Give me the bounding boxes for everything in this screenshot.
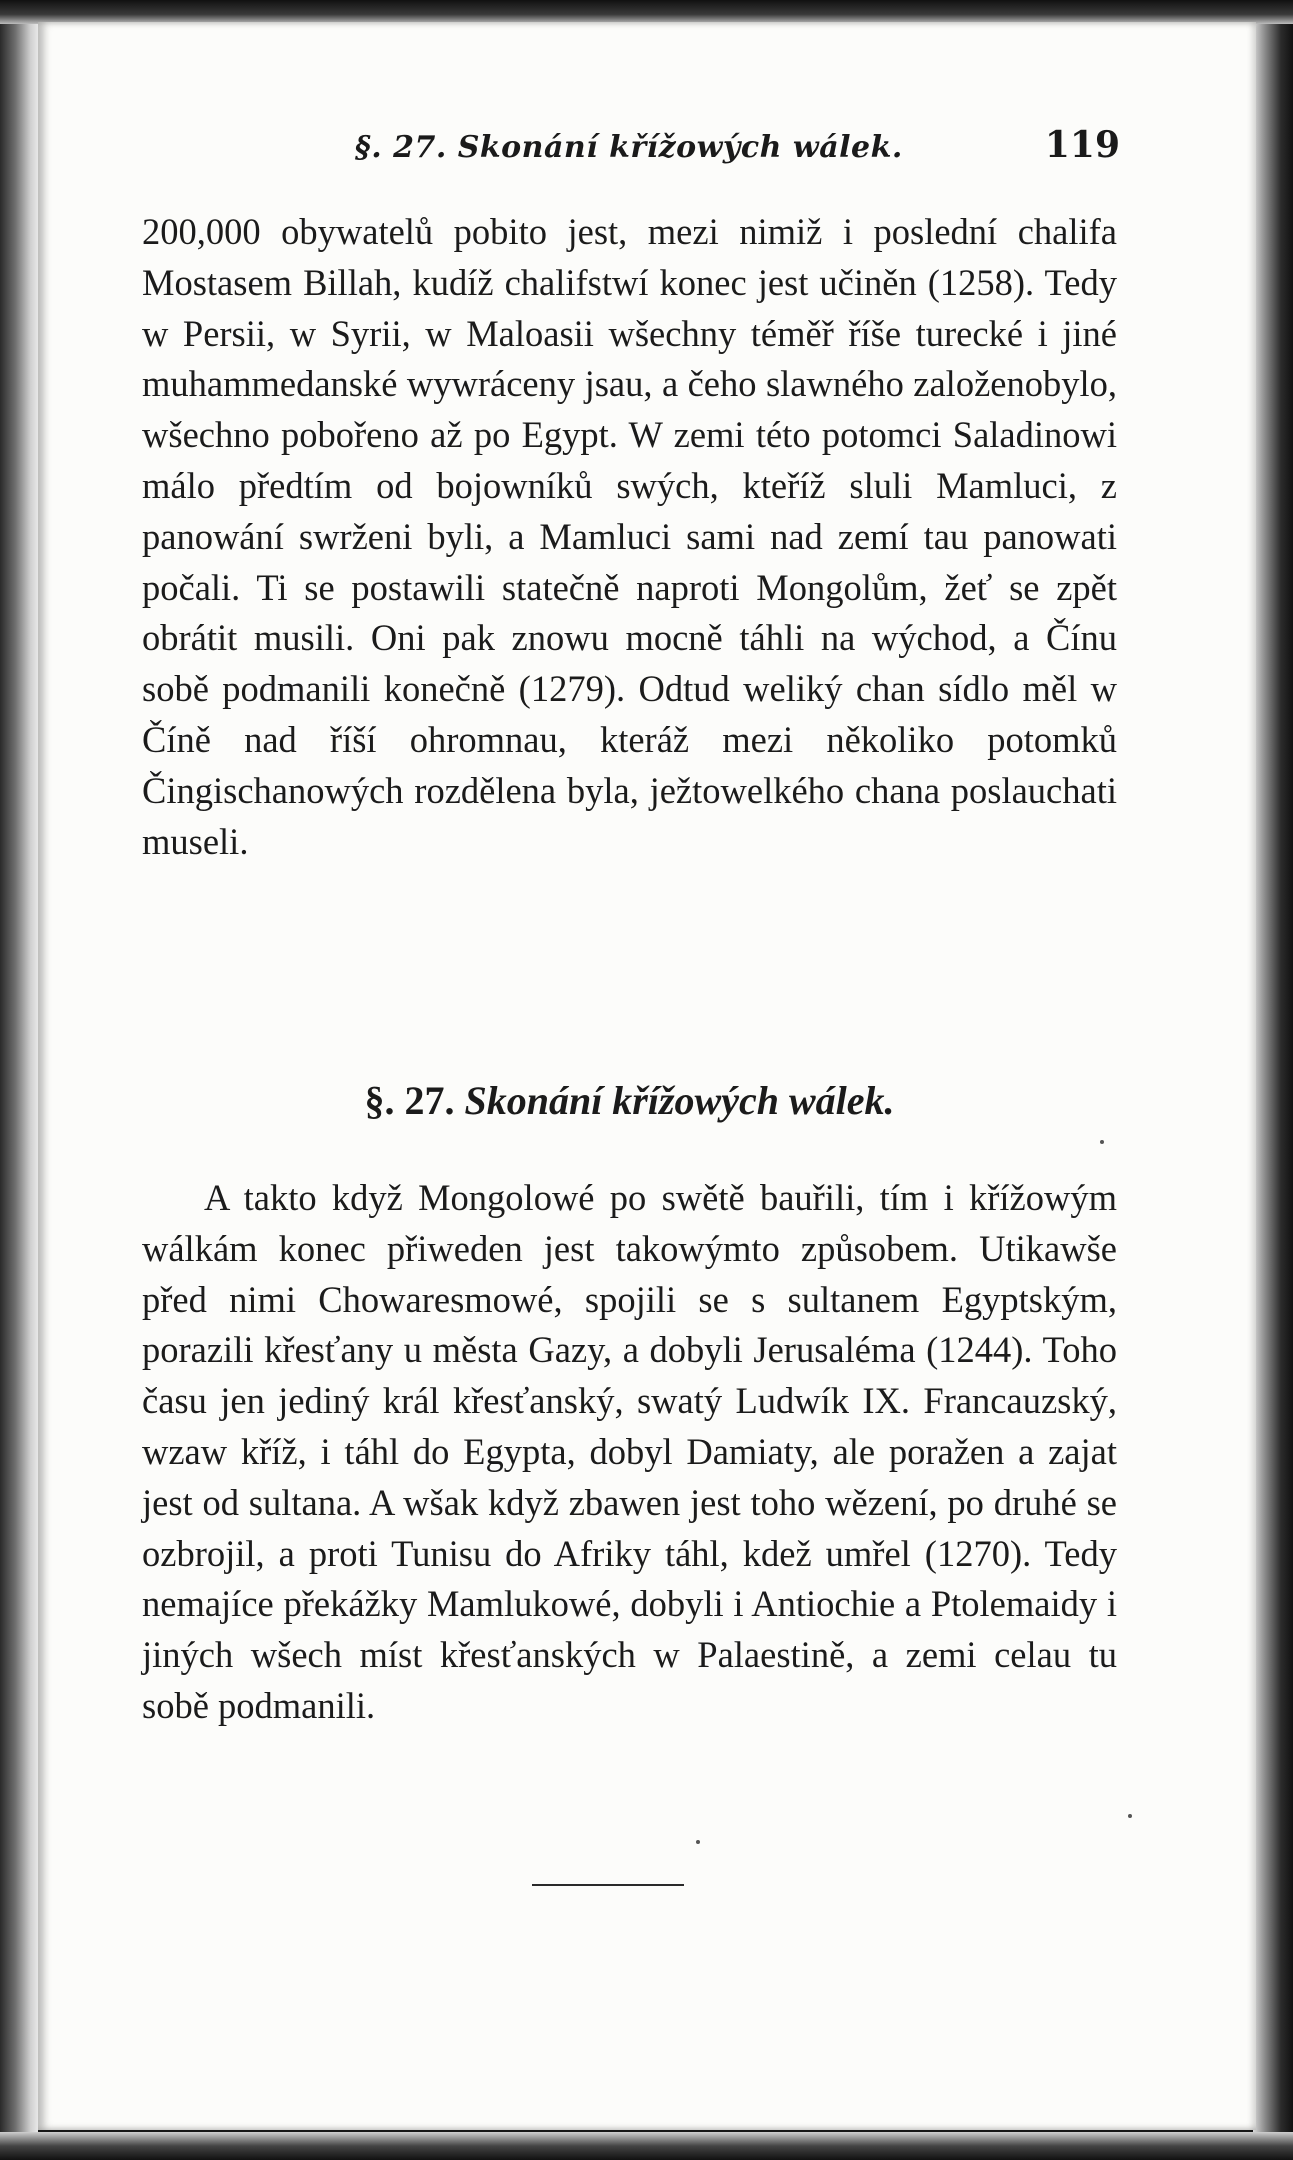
running-title: §. 27. Skonání křížowých wálek. (355, 130, 903, 165)
bottom-page-edge (0, 2132, 1293, 2160)
section-title: Skonání křížowých wálek. (464, 1078, 895, 1123)
section-number: §. 27. (364, 1078, 455, 1123)
page-number: 119 (1044, 124, 1120, 166)
ink-speck (1128, 1814, 1132, 1818)
ink-speck (696, 1840, 700, 1844)
paragraph-1: 200,000 obywatelů pobito jest, mezi nimiž i poslední chalifa Mostasem Billah, kudíž chalifstwí konec jest učiněn (1258). Tedy w Persii, w Syrii, w Maloasii wšechny téměř říše turecké i jiné muhammedanské wywráceny jsau, a čeho slawného založenobylo, wšechno pobořeno až po Egypt. W zemi této potomci Saladinowi málo předtím od bojowníků swých, kteříž sluli Mamluci, z panowání swrženi byli, a Mamluci sami nad zemí tau panowati počali. Ti se postawili statečně naproti Mongolům, žeť se zpět obrátit musili. Oni pak znowu mocně táhli na wýchod, a Čínu sobě podmanili konečně (1279). Odtud weliký chan sídlo měl w Číně nad říší ohromnau, kteráž mezi několiko potomků Čingischanowých rozdělena byla, ježtowelkého chana poslauchati museli. (142, 211, 1117, 862)
running-head (140, 124, 1120, 174)
ink-speck (1100, 1140, 1104, 1144)
paragraph-2: A takto když Mongolowé po swětě bauřili, tím i křížowým wálkám konec přiweden jest takowýmto způsobem. Utikawše před nimi Chowaresmowé, spojili se s sultanem Egyptským, porazili křesťany u města Gazy, a dobyli Jerusaléma (1244). Toho času jen jediný král křesťanský, swatý Ludwík IX. Francauzský, wzaw kříž, i táhl do Egypta, dobyl Damiaty, ale poražen a zajat jest od sultana. A wšak když zbawen jest toho wězení, po druhé se ozbrojil, a proti Tunisu do Afriky táhl, kdež umřel (1270). Tedy nemajíce překážky Mamlukowé, dobyli i Antiochie a Ptolemaidy i jiných wšech míst křesťanských w Palaestině, a zemi celau tu sobě podmanili. (142, 1177, 1117, 1726)
section-heading (142, 1077, 1117, 1124)
right-page-edge (1253, 0, 1293, 2160)
top-page-edge (0, 0, 1293, 24)
left-page-edge (0, 0, 38, 2160)
end-rule (532, 1884, 684, 1886)
